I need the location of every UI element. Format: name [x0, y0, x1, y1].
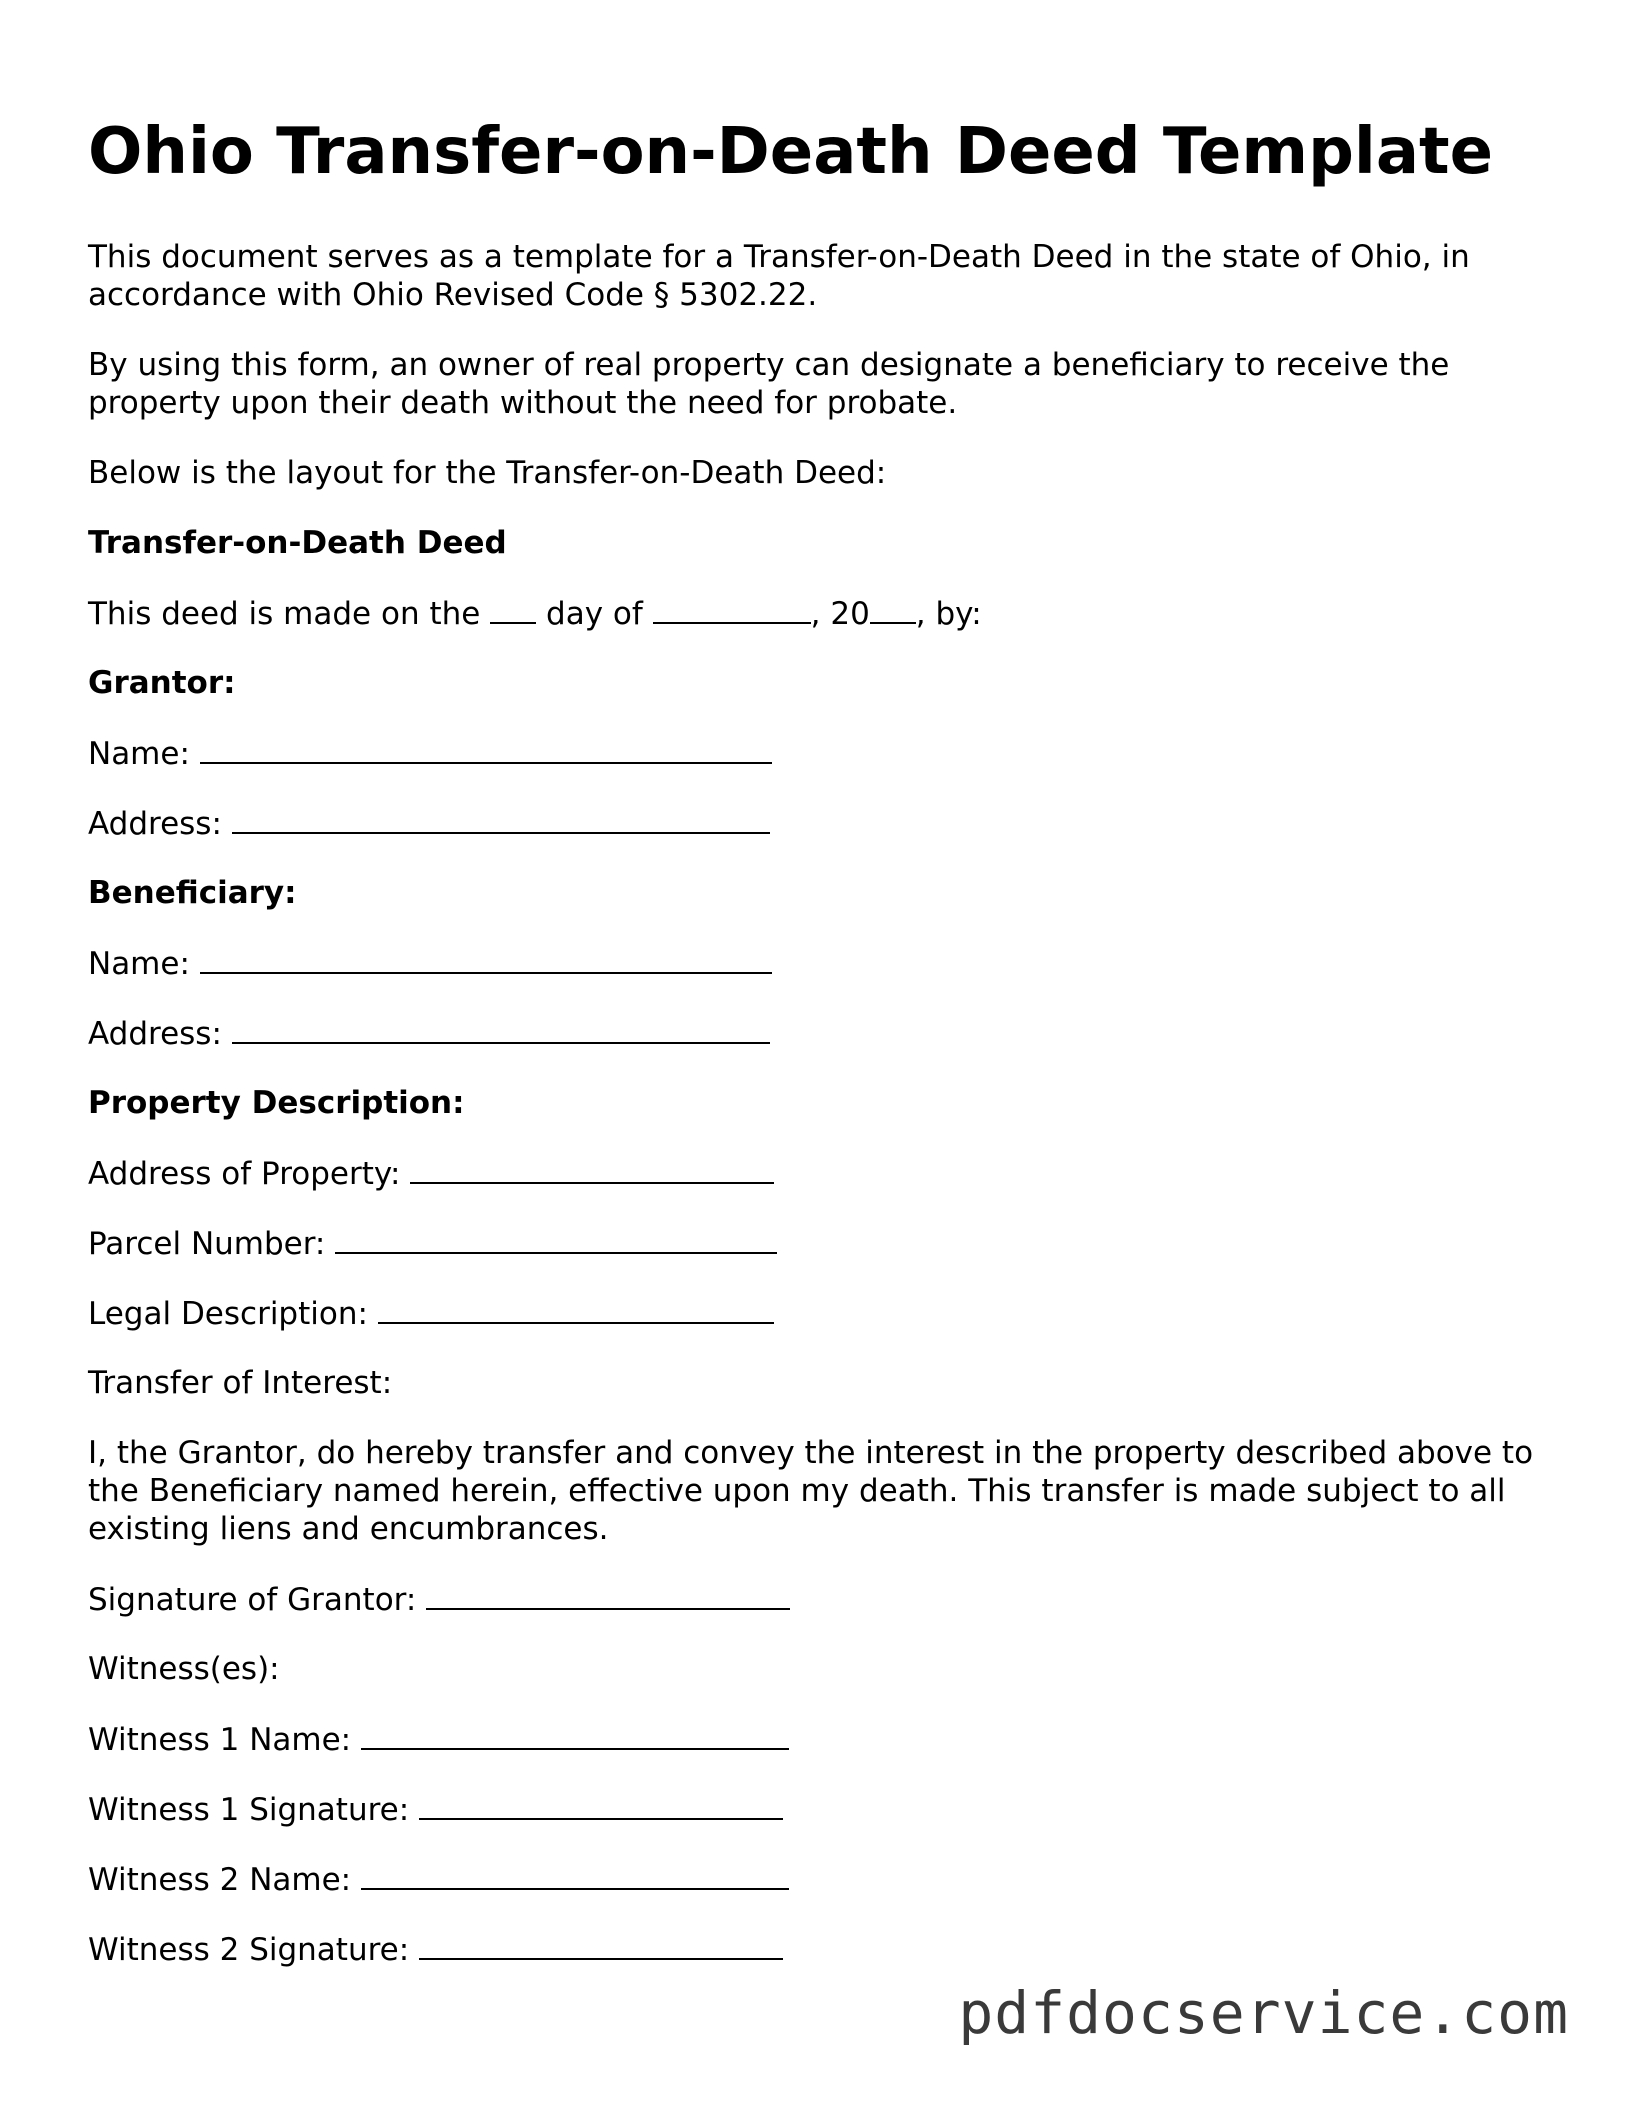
beneficiary-address-blank[interactable]	[232, 1014, 770, 1044]
grantor-address-blank[interactable]	[232, 804, 770, 834]
witness2-signature-blank[interactable]	[419, 1930, 783, 1960]
grantor-name-line	[88, 734, 1548, 772]
deed-heading: Transfer-on-Death Deed	[88, 525, 507, 561]
witness2-name-line	[88, 1860, 1548, 1898]
document-title: Ohio Transfer-on-Death Deed Template	[88, 115, 1494, 189]
year-blank[interactable]	[870, 594, 916, 624]
grantor-address-line	[88, 804, 1548, 842]
transfer-heading: Transfer of Interest:	[88, 1365, 393, 1401]
parcel-number-line	[88, 1224, 1548, 1262]
parcel-number-label: Parcel Number:	[88, 1226, 336, 1262]
grantor-address-label: Address:	[88, 806, 232, 842]
intro-paragraph-3: Below is the layout for the Transfer-on-Death Deed:	[88, 455, 887, 491]
month-blank[interactable]	[653, 594, 811, 624]
beneficiary-name-blank[interactable]	[200, 944, 772, 974]
witness1-signature-line	[88, 1790, 1548, 1828]
beneficiary-name-label: Name:	[88, 946, 200, 982]
beneficiary-name-line	[88, 944, 1548, 982]
grantor-name-blank[interactable]	[200, 734, 772, 764]
grantor-heading: Grantor:	[88, 665, 236, 701]
witnesses-heading: Witness(es):	[88, 1651, 280, 1687]
parcel-number-blank[interactable]	[335, 1224, 777, 1254]
date-line	[88, 594, 1548, 632]
beneficiary-heading: Beneficiary:	[88, 875, 297, 911]
property-address-label: Address of Property:	[88, 1156, 411, 1192]
intro-paragraph-2: By using this form, an owner of real property can designate a beneficiary to receive the property upon their death without the need for probate.	[88, 347, 1450, 421]
day-blank[interactable]	[490, 594, 536, 624]
grantor-signature-line	[88, 1580, 1548, 1618]
beneficiary-address-line	[88, 1014, 1548, 1052]
intro-paragraph-1: This document serves as a template for a Transfer-on-Death Deed in the state of Ohio, in accordance with Ohio Revised Code § 5302.22.	[88, 239, 1470, 313]
date-line-text-3: , 20	[810, 596, 870, 632]
transfer-paragraph: I, the Grantor, do hereby transfer and convey the interest in the property described above to the Beneficiary named herein, effective upon my death. This transfer is made subject to all existing liens and encumbrances.	[88, 1435, 1534, 1547]
date-line-text-4: , by:	[915, 596, 982, 632]
witness1-name-label: Witness 1 Name:	[88, 1722, 361, 1758]
witness1-signature-label: Witness 1 Signature:	[88, 1792, 420, 1828]
witness1-name-line	[88, 1720, 1548, 1758]
grantor-signature-label: Signature of Grantor:	[88, 1582, 427, 1618]
document-page	[88, 108, 1548, 2000]
site-watermark: pdfdocservice.com	[958, 1979, 1569, 2047]
beneficiary-address-label: Address:	[88, 1016, 232, 1052]
legal-description-line	[88, 1294, 1548, 1332]
property-heading: Property Description:	[88, 1085, 465, 1121]
witness1-signature-blank[interactable]	[419, 1790, 783, 1820]
witness2-name-blank[interactable]	[361, 1860, 789, 1890]
legal-description-label: Legal Description:	[88, 1296, 378, 1332]
date-line-text-1: This deed is made on the	[88, 596, 491, 632]
witness1-name-blank[interactable]	[361, 1720, 789, 1750]
date-line-text-2: day of	[536, 596, 653, 632]
property-address-blank[interactable]	[410, 1154, 774, 1184]
legal-description-blank[interactable]	[378, 1294, 774, 1324]
grantor-name-label: Name:	[88, 736, 200, 772]
grantor-signature-blank[interactable]	[426, 1580, 790, 1610]
witness2-signature-line	[88, 1930, 1548, 1968]
property-address-line	[88, 1154, 1548, 1192]
witness2-name-label: Witness 2 Name:	[88, 1862, 361, 1898]
witness2-signature-label: Witness 2 Signature:	[88, 1932, 420, 1968]
